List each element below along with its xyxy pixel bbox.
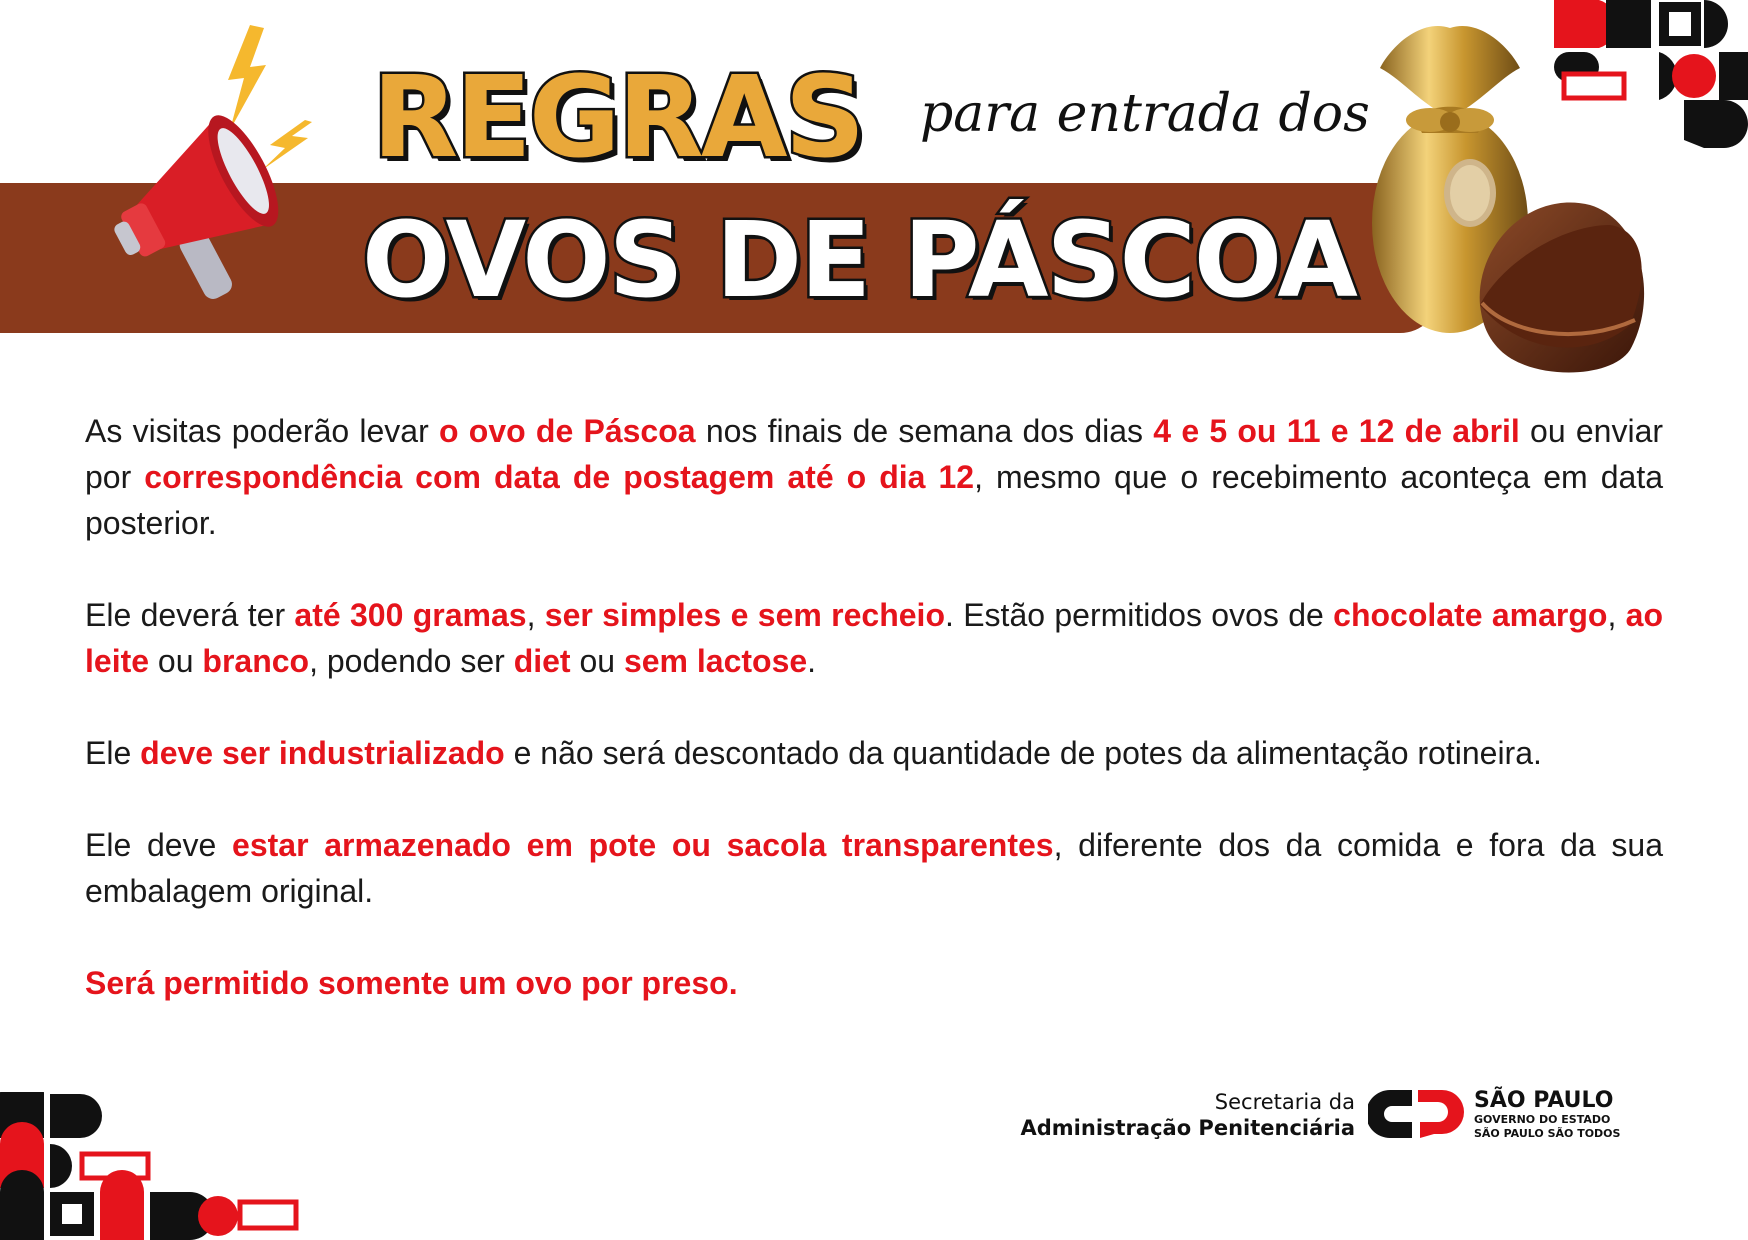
chocolate-egg-shell-icon (1470, 185, 1660, 385)
highlighted-text: estar armazenado em pote ou sacola transparentes (232, 827, 1054, 863)
highlighted-text: ao leite (85, 597, 1663, 679)
paragraph-text: nos finais de semana dos dias (695, 413, 1154, 449)
rule-paragraph (85, 592, 1663, 684)
gov-line3: SÃO PAULO SÃO TODOS (1474, 1127, 1621, 1140)
rule-paragraph (85, 730, 1663, 776)
paragraph-text: ou (149, 643, 203, 679)
rule-paragraph (85, 822, 1663, 914)
gov-line2: GOVERNO DO ESTADO (1474, 1113, 1611, 1126)
sp-logo-icon (1368, 1090, 1464, 1138)
sp-pattern-decoration-icon (1554, 0, 1748, 148)
paragraph-text: , podendo ser (309, 643, 514, 679)
gov-name: SÃO PAULO (1474, 1088, 1614, 1113)
governo-sp-label (1474, 1089, 1620, 1141)
rules-content (85, 408, 1663, 1052)
paragraph-text: e não será descontado da quantidade de potes da alimentação rotineira. (504, 735, 1542, 771)
paragraph-text: , mesmo que o recebimento aconteça em data posterior. (85, 459, 1663, 541)
secretaria-line1: Secretaria da (1214, 1090, 1355, 1114)
paragraph-text: Ele deve (85, 827, 233, 863)
paragraph-text: . Estão permitidos ovos de (944, 597, 1334, 633)
title-regras: REGRAS (372, 53, 863, 183)
highlighted-text: deve ser industrializado (140, 735, 505, 771)
secretaria-line2: Administração Penitenciária (1020, 1116, 1355, 1140)
paragraph-text: , (1607, 597, 1626, 633)
paragraph-text: Ele deverá ter (85, 597, 295, 633)
highlighted-text: ser simples e sem recheio (544, 597, 945, 633)
paragraph-text: Ele (85, 735, 141, 771)
paragraph-text: . (807, 643, 817, 679)
paragraph-text: ou (570, 643, 624, 679)
paragraph-text: As visitas poderão levar (85, 413, 439, 449)
highlighted-text: o ovo de Páscoa (439, 413, 696, 449)
paragraph-text: , (526, 597, 545, 633)
subtitle: para entrada dos (920, 84, 1370, 144)
highlighted-text: até 300 gramas (294, 597, 527, 633)
sp-pattern-decoration-icon (0, 1092, 300, 1240)
highlighted-text: correspondência com data de postagem até o dia 12 (144, 459, 975, 495)
highlighted-text: sem lactose (623, 643, 808, 679)
page-title: OVOS DE PÁSCOA (362, 199, 1356, 321)
megaphone-icon (105, 108, 285, 308)
rule-paragraph (85, 408, 1663, 546)
highlighted-text: chocolate amargo (1333, 597, 1608, 633)
highlighted-text: diet (513, 643, 571, 679)
paragraph-text: ou enviar por (85, 413, 1664, 495)
highlighted-text: 4 e 5 ou 11 e 12 de abril (1153, 413, 1520, 449)
secretaria-label (1021, 1089, 1356, 1141)
paragraph-text: , diferente dos da comida e fora da sua embalagem original. (85, 827, 1664, 909)
highlighted-text: branco (202, 643, 310, 679)
final-note: Será permitido somente um ovo por preso. (85, 965, 738, 1001)
